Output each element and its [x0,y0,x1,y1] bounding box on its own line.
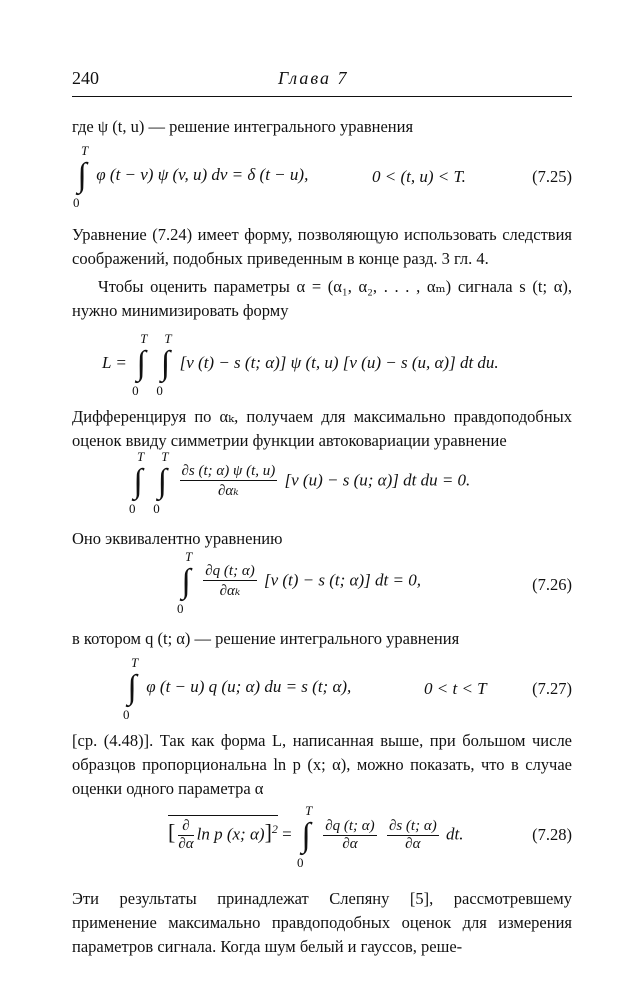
paragraph-3: Чтобы оценить параметры α = (α₁, α₂, . . . , αₘ) сигнала s (t; α), нужно минимизировать форму [72,277,572,320]
equation-number: (7.26) [532,575,572,594]
equation-number: (7.28) [532,825,572,844]
integral-sign: ∫ T 0 [73,143,89,210]
equation-number: (7.25) [532,167,572,186]
paragraph-8: Эти результаты принадлежат Слепяну [5], рассмотревшему применение максимально правдоподобных оценок для измерения параметров сигнала. Когда шум белый и гауссов, реше- [72,889,572,956]
paragraph-2: Уравнение (7.24) имеет форму, позволяющую использовать следствия соображений, подобных приведенным в конце разд. 3 гл. 4. [72,225,572,268]
equation-L: L = ∫ T 0 ∫ T 0 [v (t) − s (t; α)] ψ (t, u) [v (u) − s (u, α)] dt du. [102,331,499,398]
equation-7-26: ∫ T 0 $\frac{\partial q (t; \alpha)}{\text{∂αₖ}}$ [v (t) − s (t; α)] dt = 0, (7.26) [177,548,572,616]
equation-body: φ (t − v) ψ (v, u) dv = δ (t − u), [96,164,309,184]
equation-7-27: ∫ T 0 φ (t − u) q (u; α) du = s (t; α), 0 < t < T (7.27) [123,655,572,722]
paragraph-6: в котором q (t; α) — решение интегрального уравнения [72,629,460,648]
equation-7-28: [ $\frac{\partial}{\partial\alpha}$ ln p (x; α)]$^2$ = ∫ T 0 $\frac{\partial q (t; \alpha)}{\partial\alpha}$ $\frac{\partial s (t; \alpha)}{\partial\alpha}$ dt. (7.28) [168,802,572,870]
page-number: 240 [72,68,99,88]
paragraph-5: Оно эквивалентно уравнению [72,529,283,548]
running-header [72,66,572,97]
page [72,66,572,959]
paragraph-1: где ψ (t, u) — решение интегрального уравнения [72,117,414,136]
equation-condition: 0 < (t, u) < T. [372,167,466,186]
equation-derivative: ∫ T 0 ∫ T 0 $\frac{\partial s (t; \alpha) \psi (t, u)}{\text{∂αₖ}}$ [v (u) − s (u; α)] dt du = 0. [129,448,471,516]
equation-number: (7.27) [532,679,572,698]
paragraph-4: Дифференцируя по αₖ, получаем для максимально правдоподобных оценок ввиду симметрии функции автоковариации уравнение [72,407,572,450]
equation-body: [v (t) − s (t; α)] ψ (t, u) [v (u) − s (u, α)] dt du. [179,352,499,372]
paragraph-7: [ср. (4.48)]. Так как форма L, написанная выше, при большом числе образцов пропорциональна ln p (x; α), можно показать, что в случае оценки одного параметра α [72,731,572,798]
equation-7-25 [72,143,572,210]
chapter-title: Глава 7 [278,68,349,88]
